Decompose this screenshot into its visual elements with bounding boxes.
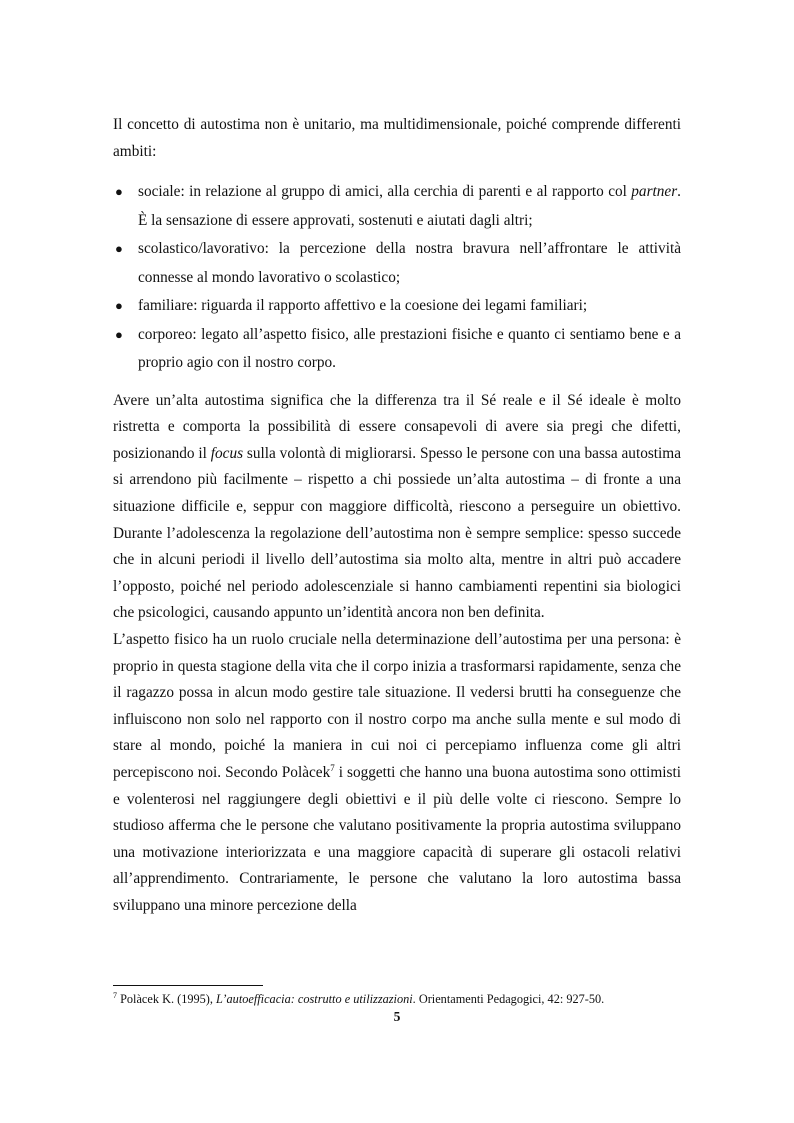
body-paragraph-physical-aspect: L’aspetto fisico ha un ruolo cruciale nella determinazione dell’autostima per una persona: è proprio in questa stagione della vita che il corpo inizia a trasformarsi rapidamente, senza che il ragazzo possa in alcun modo gestire tale situazione. Il vedersi brutti ha conseguenze che influiscono non solo nel rapporto con il nostro corpo ma anche sulla mente e sul modo di stare al mondo, poiché la maniera in cui noi ci percepiamo influenza come gli altri percepiscono noi. Secondo Polàcek$^7$ i soggetti che hanno una buona autostima sono ottimisti e volenterosi nel raggiungere degli obiettivi e il più delle volte ci riescono. Sempre lo studioso afferma che le persone che valutano positivamente la propria autostima sviluppano una motivazione interiorizzata e una maggiore capacità di superare gli ostacoli relativi all’apprendimento. Contrariamente, le persone che valutano la loro autostima bassa sviluppano una minore percezione della (113, 631, 681, 914)
page-number: 5 (393, 1009, 401, 1024)
footnote-number: 7 (113, 990, 117, 1000)
bullet-icon: ● (115, 184, 123, 200)
bullet-icon: ● (115, 326, 123, 342)
footnote-reference[interactable]: 7 (330, 762, 335, 773)
intro-paragraph: Il concetto di autostima non è unitario, ma multidimensionale, poiché comprende differenti ambiti: (113, 116, 681, 160)
emphasis: partner (631, 183, 678, 201)
emphasis: focus (210, 444, 244, 462)
list-item: ● corporeo: legato all’aspetto fisico, alle prestazioni fisiche e quanto ci sentiamo bene e a proprio agio con il nostro corpo. (113, 321, 681, 378)
page-body (113, 112, 681, 920)
footnote-title: L’autoefficacia: costrutto e utilizzazioni (216, 992, 413, 1006)
list-item: ● sociale: in relazione al gruppo di amici, alla cerchia di parenti e al rapporto col partner. È la sensazione di essere approvati, sostenuti e aiutati dagli altri; (113, 178, 681, 235)
footnote-divider (113, 985, 263, 986)
list-item: ● scolastico/lavorativo: la percezione della nostra bravura nell’affrontare le attività connesse al mondo lavorativo o scolastico; (113, 235, 681, 292)
list-item: ● familiare: riguarda il rapporto affettivo e la coesione dei legami familiari; (113, 292, 681, 321)
bullet-icon: ● (115, 298, 123, 314)
bullet-icon: ● (115, 241, 123, 257)
dimension-list (113, 178, 681, 378)
footnote: $^7$ Polàcek K. (1995), L’autoefficacia: costrutto e utilizzazioni. Orientamenti Pedagogici, 42: 927-50. (113, 990, 605, 1006)
body-paragraph-self-esteem: Avere un’alta autostima significa che la differenza tra il Sé reale e il Sé ideale è molto ristretta e comporta la possibilità di essere consapevoli di avere sia pregi che difetti, posizionando il focus sulla volontà di migliorarsi. Spesso le persone con una bassa autostima si arrendono più facilmente – rispetto a chi possiede un’alta autostima – di fronte a una situazione difficile e, seppur con maggiore difficoltà, riescono a perseguire un obiettivo. Durante l’adolescenza la regolazione dell’autostima non è sempre semplice: spesso succede che in alcuni periodi il livello dell’autostima sia molto alta, mentre in altri può accadere l’opposto, poiché nel periodo adolescenziale si hanno cambiamenti repentini sia biologici che psicologici, causando appunto un’identità ancora non ben definita. (113, 391, 681, 622)
